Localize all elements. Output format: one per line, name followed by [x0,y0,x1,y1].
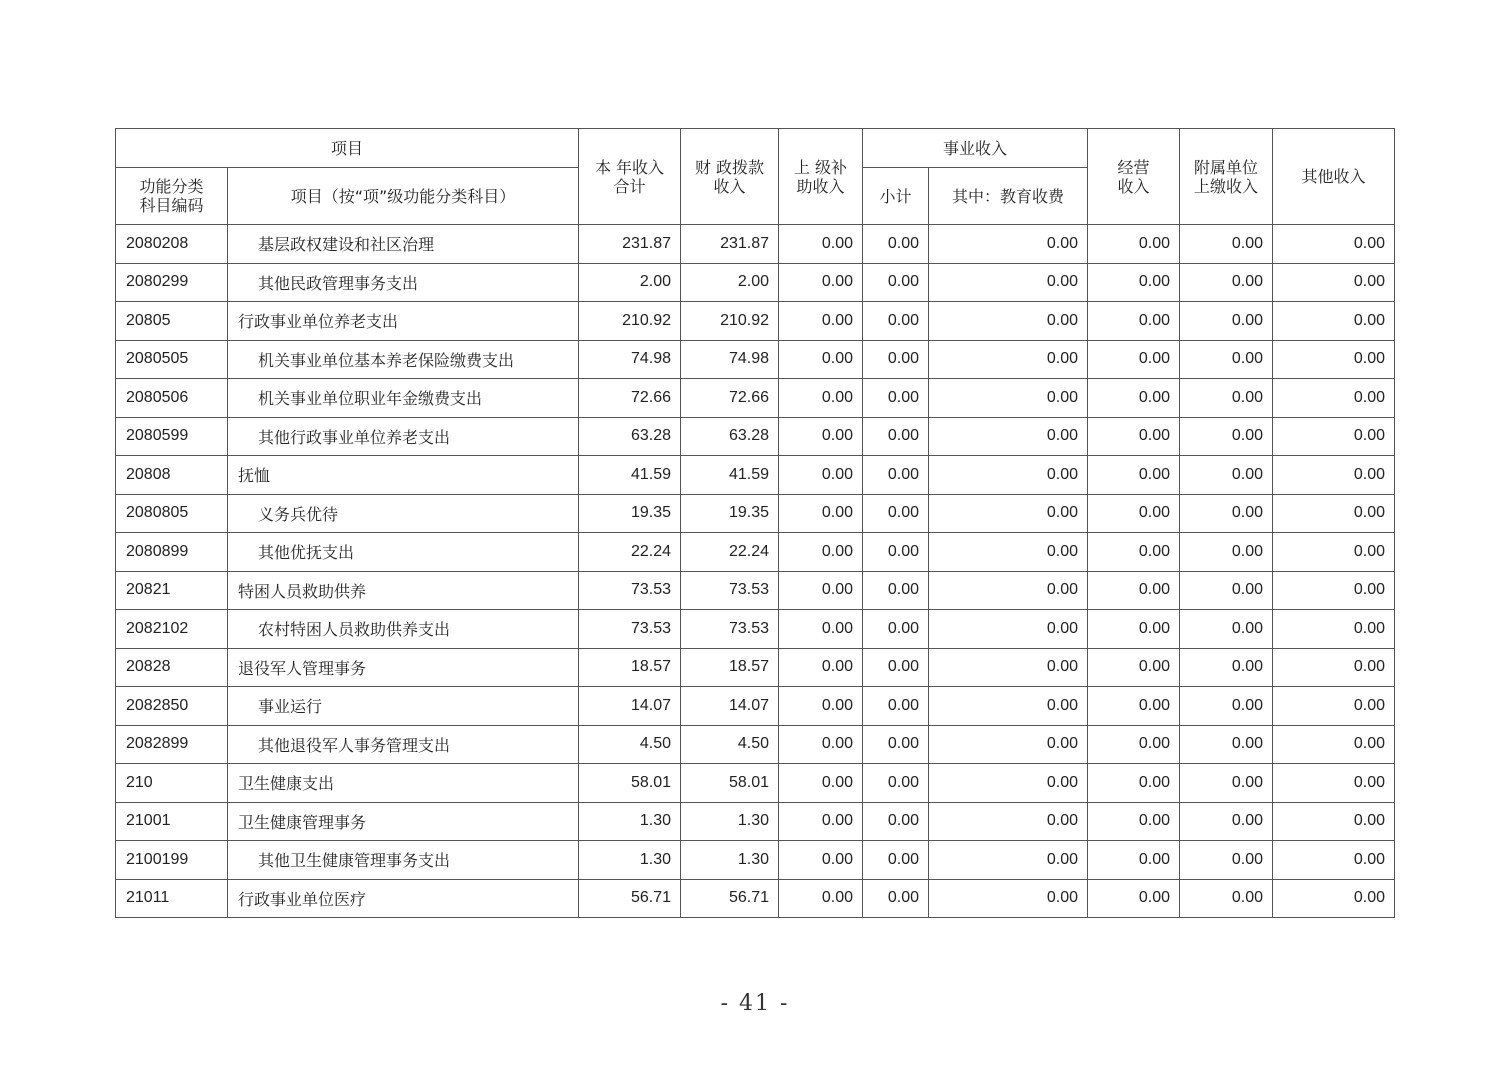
row-value: 0.00 [929,263,1088,302]
table-row [116,225,1395,264]
row-value: 0.00 [779,494,863,533]
row-value: 0.00 [779,571,863,610]
row-value: 0.00 [1088,648,1180,687]
table-row [116,456,1395,495]
row-value: 0.00 [863,225,929,264]
item-group-header: 项目 [116,129,579,168]
row-value: 0.00 [863,379,929,418]
row-code: 2082899 [116,725,228,764]
row-code: 21001 [116,802,228,841]
row-value: 14.07 [681,687,779,726]
table-row [116,340,1395,379]
row-code: 20808 [116,456,228,495]
row-value: 0.00 [779,225,863,264]
row-value: 0.00 [863,456,929,495]
row-code: 2080899 [116,533,228,572]
row-value: 210.92 [681,302,779,341]
row-value: 0.00 [929,494,1088,533]
row-item-name: 卫生健康管理事务 [228,802,579,841]
row-value: 0.00 [1180,340,1273,379]
row-code: 210 [116,764,228,803]
row-value: 0.00 [1180,841,1273,880]
table-row [116,725,1395,764]
row-item-name: 机关事业单位职业年金缴费支出 [228,379,579,418]
row-value: 73.53 [579,610,681,649]
row-value: 0.00 [1180,648,1273,687]
row-value: 0.00 [863,340,929,379]
table-row [116,302,1395,341]
row-value: 0.00 [863,687,929,726]
row-value: 0.00 [863,571,929,610]
row-value: 231.87 [681,225,779,264]
row-value: 0.00 [1088,302,1180,341]
row-code: 2080599 [116,417,228,456]
row-value: 0.00 [1180,417,1273,456]
row-item-name: 行政事业单位养老支出 [228,302,579,341]
table-row [116,263,1395,302]
row-item-name: 其他退役军人事务管理支出 [228,725,579,764]
row-value: 0.00 [779,725,863,764]
row-value: 0.00 [1180,533,1273,572]
row-value: 0.00 [1088,456,1180,495]
table-row [116,764,1395,803]
row-value: 0.00 [1088,725,1180,764]
row-value: 4.50 [579,725,681,764]
row-value: 0.00 [929,841,1088,880]
row-value: 0.00 [863,494,929,533]
row-value: 19.35 [579,494,681,533]
row-value: 0.00 [779,340,863,379]
row-value: 0.00 [1273,340,1395,379]
row-value: 1.30 [579,802,681,841]
business-income-header: 事业收入 [863,129,1088,168]
row-value: 58.01 [681,764,779,803]
name-column-header: 项目（按“项”级功能分类科目） [228,168,579,225]
row-value: 0.00 [779,379,863,418]
row-value: 0.00 [863,841,929,880]
row-code: 2080805 [116,494,228,533]
row-value: 0.00 [1273,648,1395,687]
row-value: 22.24 [681,533,779,572]
row-item-name: 基层政权建设和社区治理 [228,225,579,264]
row-value: 0.00 [1180,610,1273,649]
row-value: 0.00 [1273,225,1395,264]
table-row [116,379,1395,418]
row-value: 0.00 [863,533,929,572]
total-income-header: 本 年收入合计 [579,129,681,225]
row-value: 0.00 [1180,225,1273,264]
row-value: 0.00 [1273,533,1395,572]
row-value: 0.00 [1088,879,1180,918]
row-item-name: 其他卫生健康管理事务支出 [228,841,579,880]
row-item-name: 义务兵优待 [228,494,579,533]
row-value: 0.00 [1273,379,1395,418]
row-value: 231.87 [579,225,681,264]
row-value: 0.00 [929,725,1088,764]
row-value: 0.00 [1088,379,1180,418]
row-code: 2080505 [116,340,228,379]
row-value: 19.35 [681,494,779,533]
row-value: 0.00 [929,417,1088,456]
table-row [116,802,1395,841]
subtotal-header: 小计 [863,168,929,225]
row-item-name: 特困人员救助供养 [228,571,579,610]
table-row [116,610,1395,649]
table-row [116,879,1395,918]
row-value: 0.00 [1273,494,1395,533]
row-value: 72.66 [681,379,779,418]
row-value: 63.28 [579,417,681,456]
row-value: 0.00 [929,610,1088,649]
education-fee-header: 其中：教育收费 [929,168,1088,225]
page-number: - 41 - [720,991,790,1016]
row-value: 0.00 [1088,225,1180,264]
row-value: 2.00 [681,263,779,302]
row-code: 20821 [116,571,228,610]
row-code: 20805 [116,302,228,341]
row-code: 20828 [116,648,228,687]
row-value: 73.53 [681,571,779,610]
row-value: 1.30 [579,841,681,880]
row-value: 1.30 [681,841,779,880]
row-value: 0.00 [929,533,1088,572]
row-value: 63.28 [681,417,779,456]
row-value: 0.00 [779,764,863,803]
fiscal-income-header: 财 政拨款收入 [681,129,779,225]
table-row [116,571,1395,610]
row-code: 21011 [116,879,228,918]
row-value: 0.00 [1273,841,1395,880]
row-value: 0.00 [779,648,863,687]
row-value: 0.00 [929,687,1088,726]
row-value: 0.00 [1088,841,1180,880]
row-value: 0.00 [929,802,1088,841]
row-value: 0.00 [1273,263,1395,302]
row-value: 58.01 [579,764,681,803]
operating-income-header: 经营收入 [1088,129,1180,225]
row-value: 0.00 [1273,571,1395,610]
row-value: 0.00 [929,648,1088,687]
affiliated-income-header: 附属单位上缴收入 [1180,129,1273,225]
row-value: 72.66 [579,379,681,418]
row-value: 0.00 [929,302,1088,341]
row-value: 210.92 [579,302,681,341]
row-value: 0.00 [779,456,863,495]
code-column-header: 功能分类科目编码 [116,168,228,225]
row-value: 0.00 [1088,687,1180,726]
row-value: 0.00 [779,841,863,880]
row-value: 56.71 [579,879,681,918]
table-row [116,648,1395,687]
row-item-name: 其他民政管理事务支出 [228,263,579,302]
row-value: 0.00 [1088,340,1180,379]
row-item-name: 行政事业单位医疗 [228,879,579,918]
row-value: 0.00 [863,764,929,803]
row-value: 0.00 [779,417,863,456]
row-value: 0.00 [1273,764,1395,803]
row-value: 0.00 [1273,687,1395,726]
row-value: 0.00 [1180,725,1273,764]
row-value: 0.00 [1180,802,1273,841]
row-value: 0.00 [863,417,929,456]
row-item-name: 农村特困人员救助供养支出 [228,610,579,649]
table-body [116,225,1395,918]
row-item-name: 退役军人管理事务 [228,648,579,687]
row-value: 0.00 [1088,802,1180,841]
row-item-name: 卫生健康支出 [228,764,579,803]
row-value: 0.00 [779,610,863,649]
row-code: 2082850 [116,687,228,726]
other-income-header: 其他收入 [1273,129,1395,225]
row-value: 0.00 [779,879,863,918]
row-value: 0.00 [1180,879,1273,918]
row-code: 2080299 [116,263,228,302]
row-value: 0.00 [1088,764,1180,803]
row-item-name: 其他优抚支出 [228,533,579,572]
row-value: 0.00 [929,456,1088,495]
row-value: 14.07 [579,687,681,726]
table-row [116,417,1395,456]
row-value: 41.59 [681,456,779,495]
row-value: 74.98 [579,340,681,379]
row-value: 74.98 [681,340,779,379]
row-code: 2082102 [116,610,228,649]
row-value: 0.00 [1180,571,1273,610]
row-value: 0.00 [1088,263,1180,302]
superior-subsidy-header: 上 级补助收入 [779,129,863,225]
row-value: 0.00 [779,302,863,341]
row-item-name: 事业运行 [228,687,579,726]
row-value: 56.71 [681,879,779,918]
row-value: 0.00 [1180,764,1273,803]
row-value: 0.00 [863,725,929,764]
row-item-name: 机关事业单位基本养老保险缴费支出 [228,340,579,379]
row-value: 0.00 [779,533,863,572]
row-code: 2080208 [116,225,228,264]
row-value: 0.00 [779,687,863,726]
row-value: 0.00 [929,571,1088,610]
row-value: 0.00 [1180,263,1273,302]
row-value: 0.00 [1273,456,1395,495]
table-row [116,841,1395,880]
row-value: 0.00 [863,302,929,341]
row-value: 0.00 [1273,879,1395,918]
row-code: 2080506 [116,379,228,418]
row-value: 41.59 [579,456,681,495]
row-value: 0.00 [929,225,1088,264]
row-value: 73.53 [681,610,779,649]
row-value: 0.00 [929,379,1088,418]
table-row [116,687,1395,726]
row-value: 0.00 [1180,379,1273,418]
income-budget-table [115,128,1395,918]
row-value: 0.00 [863,802,929,841]
row-value: 0.00 [929,764,1088,803]
row-value: 18.57 [579,648,681,687]
row-value: 0.00 [1273,610,1395,649]
row-value: 0.00 [1180,494,1273,533]
row-value: 0.00 [929,340,1088,379]
row-value: 0.00 [863,648,929,687]
row-value: 73.53 [579,571,681,610]
row-value: 4.50 [681,725,779,764]
row-value: 18.57 [681,648,779,687]
row-value: 0.00 [1273,802,1395,841]
row-value: 0.00 [1180,302,1273,341]
row-value: 0.00 [863,879,929,918]
row-value: 22.24 [579,533,681,572]
row-value: 0.00 [1273,417,1395,456]
row-value: 0.00 [1273,725,1395,764]
row-value: 0.00 [1088,417,1180,456]
row-value: 0.00 [1088,533,1180,572]
row-item-name: 其他行政事业单位养老支出 [228,417,579,456]
row-value: 0.00 [929,879,1088,918]
table-header [116,129,1395,225]
row-value: 1.30 [681,802,779,841]
row-value: 0.00 [779,263,863,302]
row-code: 2100199 [116,841,228,880]
row-value: 2.00 [579,263,681,302]
table-row [116,533,1395,572]
row-value: 0.00 [1088,494,1180,533]
row-value: 0.00 [1180,687,1273,726]
row-value: 0.00 [863,263,929,302]
row-value: 0.00 [1088,571,1180,610]
row-value: 0.00 [1180,456,1273,495]
table-row [116,494,1395,533]
row-item-name: 抚恤 [228,456,579,495]
row-value: 0.00 [1273,302,1395,341]
row-value: 0.00 [863,610,929,649]
row-value: 0.00 [779,802,863,841]
row-value: 0.00 [1088,610,1180,649]
